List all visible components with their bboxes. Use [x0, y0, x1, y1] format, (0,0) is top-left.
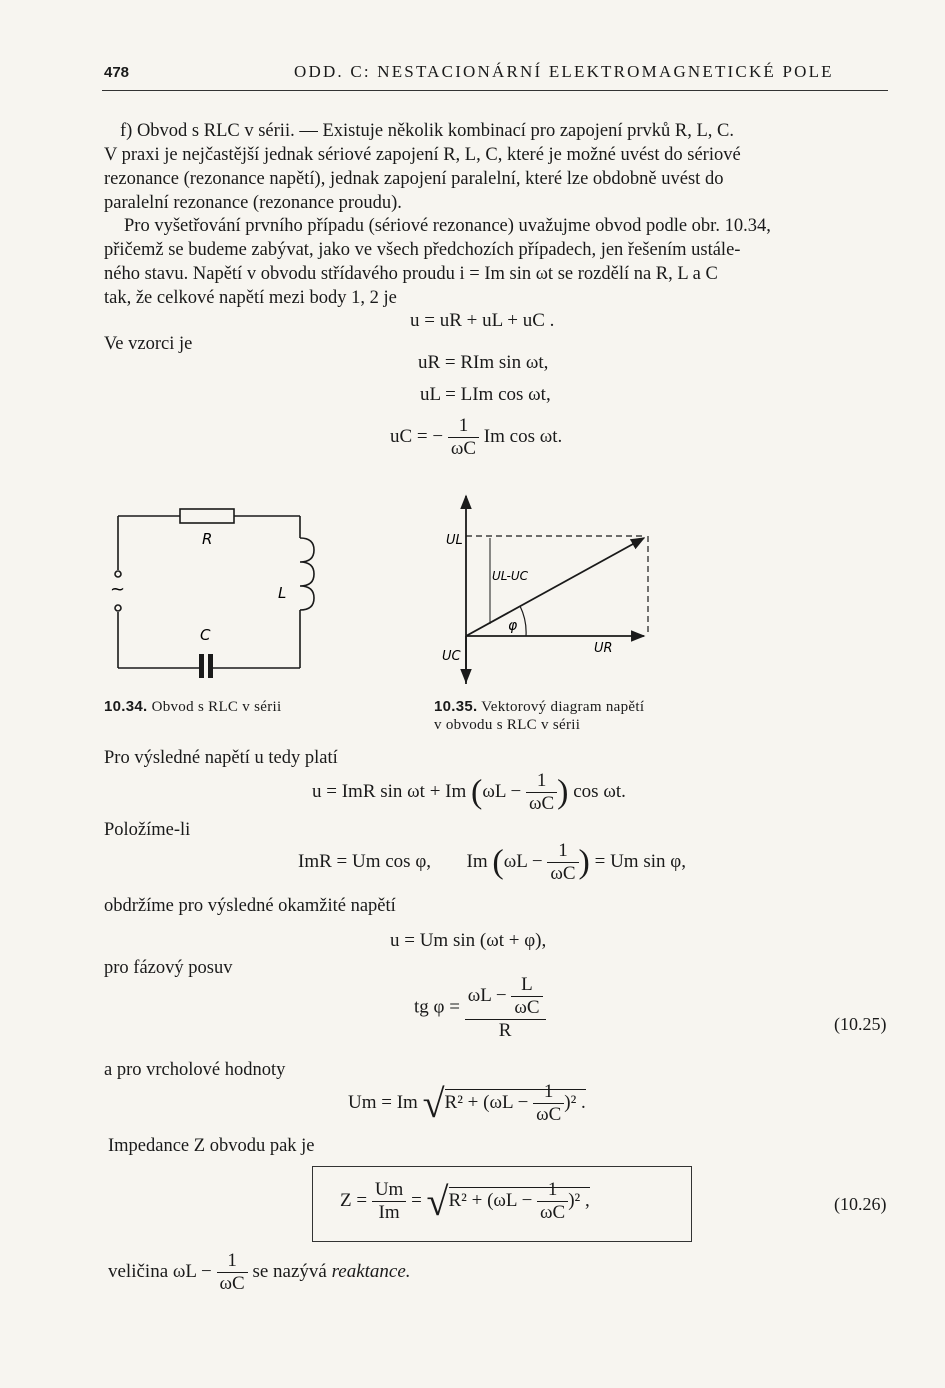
equation-Z-inner-den: ωC — [537, 1201, 568, 1224]
label-L: L — [278, 584, 287, 602]
paren-open: ( — [471, 773, 483, 811]
text-velicina-post: se nazývá — [252, 1260, 327, 1282]
label-UC: UC — [442, 649, 461, 664]
phi-arc — [520, 606, 526, 636]
equation-number-25: (10.25) — [834, 1014, 887, 1034]
equation-u-full-den: ωC — [526, 792, 557, 815]
equation-tg-denominator: R — [465, 1019, 546, 1042]
equation-Um-num: 1 — [543, 1081, 554, 1102]
label-R: R — [202, 530, 213, 548]
text-ve-vzorci: Ve vzorci je — [104, 334, 193, 354]
label-UR: UR — [594, 641, 613, 656]
text-velicina — [108, 1250, 411, 1295]
equation-tg-inner-num: L — [521, 974, 533, 995]
paragraph-f-line-3: rezonance (rezonance napětí), jednak zapojení paralelní, které lze obdobně uvést do — [104, 169, 724, 189]
equation-Z-lhs: Z = — [340, 1189, 368, 1211]
equation-u-phase: u = Um sin (ωt + φ), — [390, 930, 547, 951]
paragraph-2-line-4: tak, že celkové napětí mezi body 1, 2 je — [104, 288, 397, 308]
equation-Um-rhs: )² . — [564, 1091, 586, 1113]
text-velicina-num: 1 — [227, 1250, 237, 1271]
equation-Z-inner-fraction — [537, 1179, 568, 1224]
vector-U — [466, 538, 644, 636]
equation-Z-inner: R² + (ωL − — [448, 1189, 533, 1211]
equation-set-den: ωC — [547, 862, 578, 885]
paragraph-f-text: f) Obvod s RLC v sérii. — Existuje několik kombinací pro zapojení prvků R, L, C. — [120, 121, 735, 141]
label-phi: φ — [508, 618, 518, 634]
equation-u-full — [312, 770, 626, 815]
equation-uC-den: ωC — [448, 437, 479, 460]
page-number: 478 — [104, 64, 130, 81]
equation-u-full-num: 1 — [536, 770, 547, 791]
equation-set-rhs: = Um sin φ, — [594, 850, 686, 872]
terminal-1 — [115, 571, 121, 577]
equation-tg-lhs: tg φ = — [414, 996, 460, 1018]
text-vysledne: Pro výsledné napětí u tedy platí — [104, 748, 338, 768]
text-velicina-pre: veličina ωL − — [108, 1260, 212, 1282]
equation-sum: u = uR + uL + uC . — [410, 310, 555, 331]
equation-uC — [390, 415, 562, 460]
paragraph-2-line-3: ného stavu. Napětí v obvodu střídavého proudu i = Im sin ωt se rozdělí na R, L a C — [104, 264, 718, 284]
equation-Z-num: Um — [374, 1179, 404, 1200]
equation-uL: uL = LIm cos ωt, — [420, 384, 551, 405]
text-velicina-term: reaktance. — [331, 1260, 411, 1282]
paragraph-2-line-2: přičemž se budeme zabývat, jako ve všech předchozích případech, jen řešením ustále- — [104, 240, 741, 260]
capacitor-plate-left — [199, 654, 204, 678]
equation-u-full-fraction — [526, 770, 557, 815]
equation-set-left: ImR = Um cos φ, — [298, 850, 432, 872]
running-title: ODD. C: NESTACIONÁRNÍ ELEKTROMAGNETICKÉ POLE — [294, 62, 834, 81]
equation-Um-den: ωC — [533, 1103, 564, 1126]
terminal-2 — [115, 605, 121, 611]
equation-Um-fraction — [533, 1081, 564, 1126]
equation-Z — [340, 1178, 590, 1225]
caption-35-number: 10.35. — [434, 698, 478, 715]
equation-set-inner: ωL − — [503, 850, 543, 872]
equation-Um-inner: R² + (ωL − — [444, 1091, 529, 1113]
equation-number-26: (10.26) — [834, 1194, 887, 1214]
equation-set-num: 1 — [558, 840, 568, 861]
equation-uC-fraction — [448, 415, 479, 460]
text-polozime: Položíme-li — [104, 820, 191, 840]
caption-35-line-2: v obvodu s RLC v sérii — [434, 717, 581, 733]
capacitor-plate-right — [208, 654, 213, 678]
caption-35-line-1: Vektorový diagram napětí — [481, 699, 645, 715]
equation-tg-inner-den: ωC — [511, 996, 542, 1019]
caption-34-text: Obvod s RLC v sérii — [151, 699, 282, 715]
equation-tg-fraction — [465, 974, 546, 1042]
equation-set-fraction — [547, 840, 578, 885]
paragraph-2-line-1: Pro vyšetřování prvního případu (sériové rezonance) uvažujme obvod podle obr. 10.34, — [124, 216, 771, 236]
equation-Um — [348, 1080, 586, 1127]
caption-34-number: 10.34. — [104, 698, 148, 715]
paren-open-2: ( — [492, 843, 504, 881]
sqrt-symbol-2: √ — [426, 1179, 449, 1224]
equation-tg-inner-fraction — [511, 974, 542, 1019]
equation-uC-rhs: Im cos ωt. — [483, 425, 563, 447]
equation-set — [298, 840, 686, 885]
equation-Z-rhs: )² , — [568, 1189, 590, 1211]
equation-u-full-inner: ωL − — [482, 780, 522, 802]
equation-uR: uR = RIm sin ωt, — [418, 352, 549, 373]
text-impedance: Impedance Z obvodu pak je — [108, 1136, 315, 1156]
text-fazovy: pro fázový posuv — [104, 958, 233, 978]
caption-figure-34 — [104, 698, 281, 716]
resistor-symbol — [180, 509, 234, 523]
equation-uC-lhs: uC = − — [390, 425, 444, 447]
equation-tg-num-left: ωL − — [467, 984, 507, 1006]
equation-Um-lhs: Um = Im — [348, 1091, 418, 1113]
figure-rlc-circuit — [104, 498, 324, 678]
inductor-symbol — [300, 538, 314, 610]
equation-tg — [414, 974, 546, 1042]
label-UL-minus-UC: UL-UC — [492, 569, 529, 583]
paragraph-f-line-1 — [120, 119, 734, 143]
paragraph-f-line-2: V praxi je nejčastější jednak sériové zapojení R, L, C, které je možné uvést do sériové — [104, 145, 741, 165]
text-velicina-den: ωC — [217, 1272, 248, 1295]
paragraph-f-line-4: paralelní rezonance (rezonance proudu). — [104, 193, 402, 213]
paren-close: ) — [557, 773, 569, 811]
figure-vector-diagram — [428, 488, 668, 688]
equation-Z-inner-num: 1 — [547, 1179, 558, 1200]
equation-u-full-lhs: u = ImR sin ωt + Im — [312, 780, 467, 802]
label-source: ~ — [110, 579, 126, 600]
equation-Z-fraction — [372, 1179, 407, 1224]
equation-Z-den: Im — [372, 1201, 407, 1224]
label-UL: UL — [446, 533, 463, 548]
header-rule — [102, 90, 888, 91]
equation-Z-mid: = — [411, 1189, 422, 1211]
caption-figure-35 — [434, 698, 644, 716]
equation-set-mid: Im — [466, 850, 488, 872]
label-C: C — [200, 626, 211, 644]
equation-uC-num: 1 — [458, 415, 469, 436]
text-vrcholove: a pro vrcholové hodnoty — [104, 1060, 286, 1080]
equation-tg-numerator — [465, 974, 546, 1019]
equation-u-full-rhs: cos ωt. — [573, 780, 626, 802]
sqrt-symbol: √ — [422, 1081, 445, 1126]
paren-close-2: ) — [578, 843, 590, 881]
text-obdrzime: obdržíme pro výsledné okamžité napětí — [104, 896, 396, 916]
text-velicina-fraction — [217, 1250, 248, 1295]
